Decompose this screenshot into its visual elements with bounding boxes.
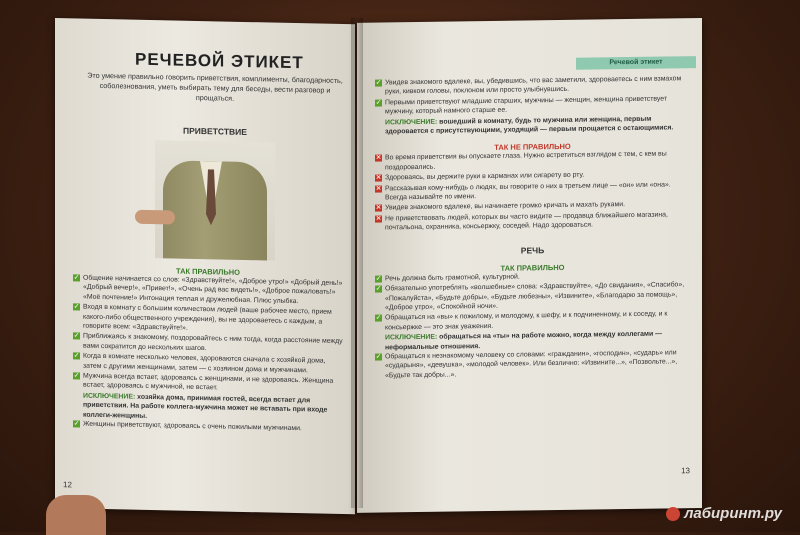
check-icon: ✓ <box>375 99 382 107</box>
extended-hand <box>135 210 175 225</box>
greeting-heading: ПРИВЕТСТВИЕ <box>183 125 247 138</box>
check-icon: ✓ <box>375 285 382 293</box>
businessman-photo <box>155 140 275 261</box>
cross-icon: ✕ <box>375 185 382 193</box>
wrong-heading: ТАК НЕ ПРАВИЛЬНО <box>494 142 571 153</box>
thumb <box>46 495 106 535</box>
list-item: ✓ Входя в комнату с большим количеством людей (ваше рабочее место, прием какого-либо общественного учреждения), вы не здороваетесь с каждым, а говорите всем: «Здравствуйте!». <box>73 303 332 332</box>
greeting-rules <box>73 264 343 435</box>
labirint-logo-icon <box>666 507 680 521</box>
check-icon: ✓ <box>73 303 80 311</box>
cross-icon: ✕ <box>375 215 382 223</box>
cross-icon: ✕ <box>375 174 382 182</box>
list-item: ✕ Здороваясь, вы держите руки в карманах или сигарету во рту. <box>375 171 585 182</box>
cross-icon: ✕ <box>375 154 382 162</box>
exception-note: ИСКЛЮЧЕНИЕ: обращаться на «ты» на работе можно, когда между коллегами — неформальные отношения. <box>385 330 663 351</box>
correct-heading: ТАК ПРАВИЛЬНО <box>175 266 241 277</box>
check-icon: ✓ <box>73 274 80 282</box>
list-item: ✓ Женщины приветствуют, здороваясь с очень пожилыми мужчинами. <box>73 420 302 433</box>
check-icon: ✓ <box>73 332 80 340</box>
book-spine <box>351 18 363 508</box>
page-title: РЕЧЕВОЙ ЭТИКЕТ <box>135 49 304 73</box>
exception-note: ИСКЛЮЧЕНИЕ: хозяйка дома, принимая гостей, всегда встает для приветствия. На работе коллега-мужчина может не вставать при входе коллеги-женщины. <box>83 392 328 420</box>
list-item: ✓ Когда в комнате несколько человек, здороваются сначала с хозяйкой дома, затем с другими женщинами, затем — с хозяином дома и мужчинами. <box>73 352 326 374</box>
check-icon: ✓ <box>375 314 382 322</box>
check-icon: ✓ <box>375 79 382 87</box>
list-item: ✓ Увидев знакомого вдалеке, вы, убедившись, что вас заметили, здороваетесь с ним взмахом руки, кивком головы, поклоном или просто улыбнувшись. <box>375 75 682 96</box>
right-column <box>375 74 690 382</box>
page-number: 12 <box>63 480 72 490</box>
list-item: ✓ Общение начинается со слов: «Здравствуйте!», «Доброе утро!» «Добрый день!» «Добрый вечер!», «Привет!», «Очень рад вас видеть!», «Доброе пожаловать!» «Моё почтение!» Интонация теплая и дружелюбная. Плюс улыбка. <box>73 274 343 305</box>
list-item: ✕ Не приветствовать людей, которых вы часто видите — продавца ближайшего магазина, почтальона, охранника, консьержку, соседей. Надо здороваться. <box>375 211 668 232</box>
list-item: ✓ Приближаясь к знакомому, поздоровайтесь с ним тогда, когда расстояние между вами сократится до нескольких шагов. <box>73 332 343 353</box>
list-item: ✓ Первыми приветствуют младшие старших, мужчины — женщин, женщина приветствует мужчину, который намного старше ее. <box>375 95 668 116</box>
check-icon: ✓ <box>375 275 382 283</box>
watermark: лабиринт.ру <box>666 505 782 522</box>
intro-text: Это умение правильно говорить приветствия, комплименты, благодарность, соболезнования, уметь выбирать тему для беседы, вести разговор и прощаться. <box>87 70 343 103</box>
speech-heading: РЕЧЬ <box>520 244 545 256</box>
open-book <box>55 18 705 518</box>
right-page <box>357 18 702 513</box>
list-item: ✕ Во время приветствия вы опускаете глаза. Нужно встретиться взглядом с тем, с кем вы поздоровались. <box>375 150 667 172</box>
correct-heading: ТАК ПРАВИЛЬНО <box>500 262 565 273</box>
list-item: ✕ Рассказывая кому-нибудь о людях, вы говорите о них в третьем лице — «он» или «она». Всегда называйте по имени. <box>375 181 671 202</box>
exception-note: ИСКЛЮЧЕНИЕ: вошедший в комнату, будь то мужчина или женщина, первым здоровается с присутствующими, уходящий — первым прощается с остающимися. <box>385 115 674 136</box>
check-icon: ✓ <box>73 420 80 428</box>
check-icon: ✓ <box>73 352 80 360</box>
check-icon: ✓ <box>375 353 382 361</box>
left-page <box>55 18 355 514</box>
list-item: ✕ Увидев знакомого вдалеке, вы начинаете громко кричать и махать руками. <box>375 201 626 213</box>
page-number: 13 <box>681 466 690 476</box>
list-item: ✓ Обращаться на «вы» к пожилому, и молодому, к шефу, и к подчиненному, и к соседу, и к консьержке — это знак уважения. <box>375 310 668 332</box>
list-item: ✓ Обязательно употреблять «волшебные» слова: «Здравствуйте», «До свидания», «Спасибо», «Пожалуйста», «Будьте добры», «Будьте любезны», «Извините», «Благодарю за помощь», «Доброе утро», «Спокойной ночи». <box>375 281 685 312</box>
check-icon: ✓ <box>73 372 80 380</box>
list-item: ✓ Обращаться к незнакомому человеку со словами: «гражданин», «господин», «сударь» или «сударыня», «девушка», «молодой человек». Или безлично: «Извините...», «Позвольте...», «Будьте так добры...». <box>375 349 678 380</box>
section-tag: Речевой этикет <box>576 56 696 70</box>
list-item: ✓ Мужчина всегда встает, здороваясь с женщинами, и не здороваясь. Женщина встает, здороваясь с мужчиной, не встает. <box>73 372 334 392</box>
list-item: ✓ Речь должна быть грамотной, культурной. <box>375 273 520 283</box>
cross-icon: ✕ <box>375 204 382 213</box>
